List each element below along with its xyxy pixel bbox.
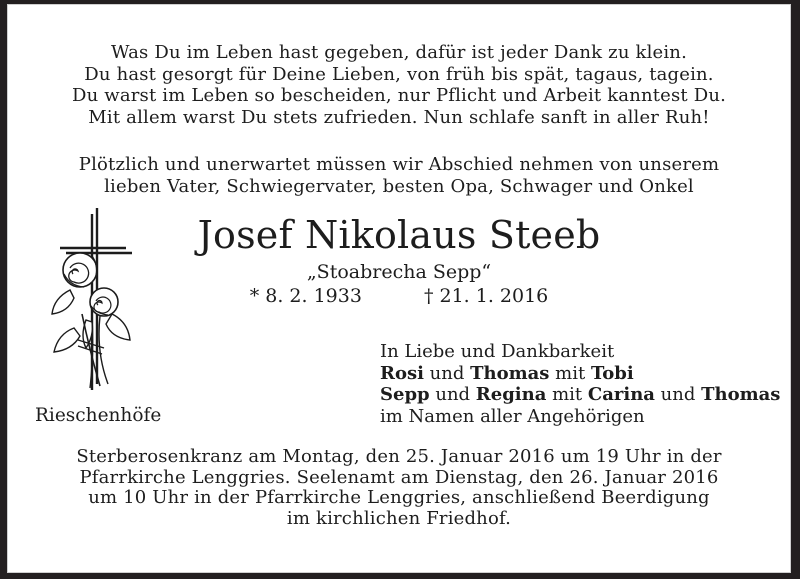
poem-line: Du hast gesorgt für Deine Lieben, von früh bis spät, tagaus, tagein.: [84, 63, 714, 85]
schedule-line: Pfarrkirche Lenggries. Seelenamt am Dienstag, den 26. Januar 2016: [79, 466, 719, 488]
mourners-thanks-line: In Liebe und Dankbarkeit: [380, 341, 615, 362]
mourner-name: Regina: [475, 384, 547, 405]
mourners-joiner: mit: [546, 384, 588, 405]
poem-line: Du warst im Leben so bescheiden, nur Pflicht und Arbeit kanntest Du.: [71, 85, 727, 106]
announcement-line: lieben Vater, Schwiegervater, besten Opa, Schwager und Onkel: [104, 175, 694, 197]
funeral-schedule: [8, 447, 790, 529]
mourners-names-line: [380, 384, 780, 406]
mourner-name: Thomas: [701, 384, 781, 405]
poem-line: Mit allem warst Du stets zufrieden. Nun schlafe sanft in aller Ruh!: [88, 106, 710, 128]
mourner-name: Rosi: [380, 362, 424, 384]
mourners-joiner: und: [429, 384, 476, 405]
death-date: † 21. 1. 2016: [423, 285, 549, 307]
mourners-block: [380, 341, 780, 427]
announcement-line: Plötzlich und unerwartet müssen wir Abschied nehmen von unserem: [78, 154, 720, 175]
notice-page: [8, 5, 790, 572]
location-name: Rieschenhöfe: [35, 405, 162, 426]
deceased-name: Josef Nikolaus Steeb: [197, 213, 601, 257]
schedule-line: im kirchlichen Friedhof.: [286, 507, 512, 529]
mourner-name: Thomas: [470, 362, 550, 384]
deceased-nickname: „Stoabrecha Sepp“: [306, 261, 492, 283]
mourners-joiner: und: [423, 362, 471, 384]
mourner-name: Tobi: [590, 362, 634, 384]
mourners-joiner: mit: [549, 362, 591, 384]
mourners-behalf-line: im Namen aller Angehörigen: [380, 405, 645, 427]
poem-line: Was Du im Leben hast gegeben, dafür ist jeder Dank zu klein.: [111, 42, 687, 63]
schedule-line: um 10 Uhr in der Pfarrkirche Lenggries, anschließend Beerdigung: [88, 487, 710, 508]
memorial-poem: [8, 42, 790, 128]
birth-date: * 8. 2. 1933: [249, 285, 362, 307]
life-dates: [8, 285, 790, 307]
mourner-name: Carina: [587, 384, 655, 405]
mourner-name: Sepp: [380, 384, 430, 405]
announcement-text: [8, 154, 790, 197]
schedule-line: Sterberosenkranz am Montag, den 25. Januar 2016 um 19 Uhr in der: [76, 446, 722, 467]
mourners-names-line: [380, 363, 780, 385]
mourners-joiner: und: [654, 384, 702, 405]
